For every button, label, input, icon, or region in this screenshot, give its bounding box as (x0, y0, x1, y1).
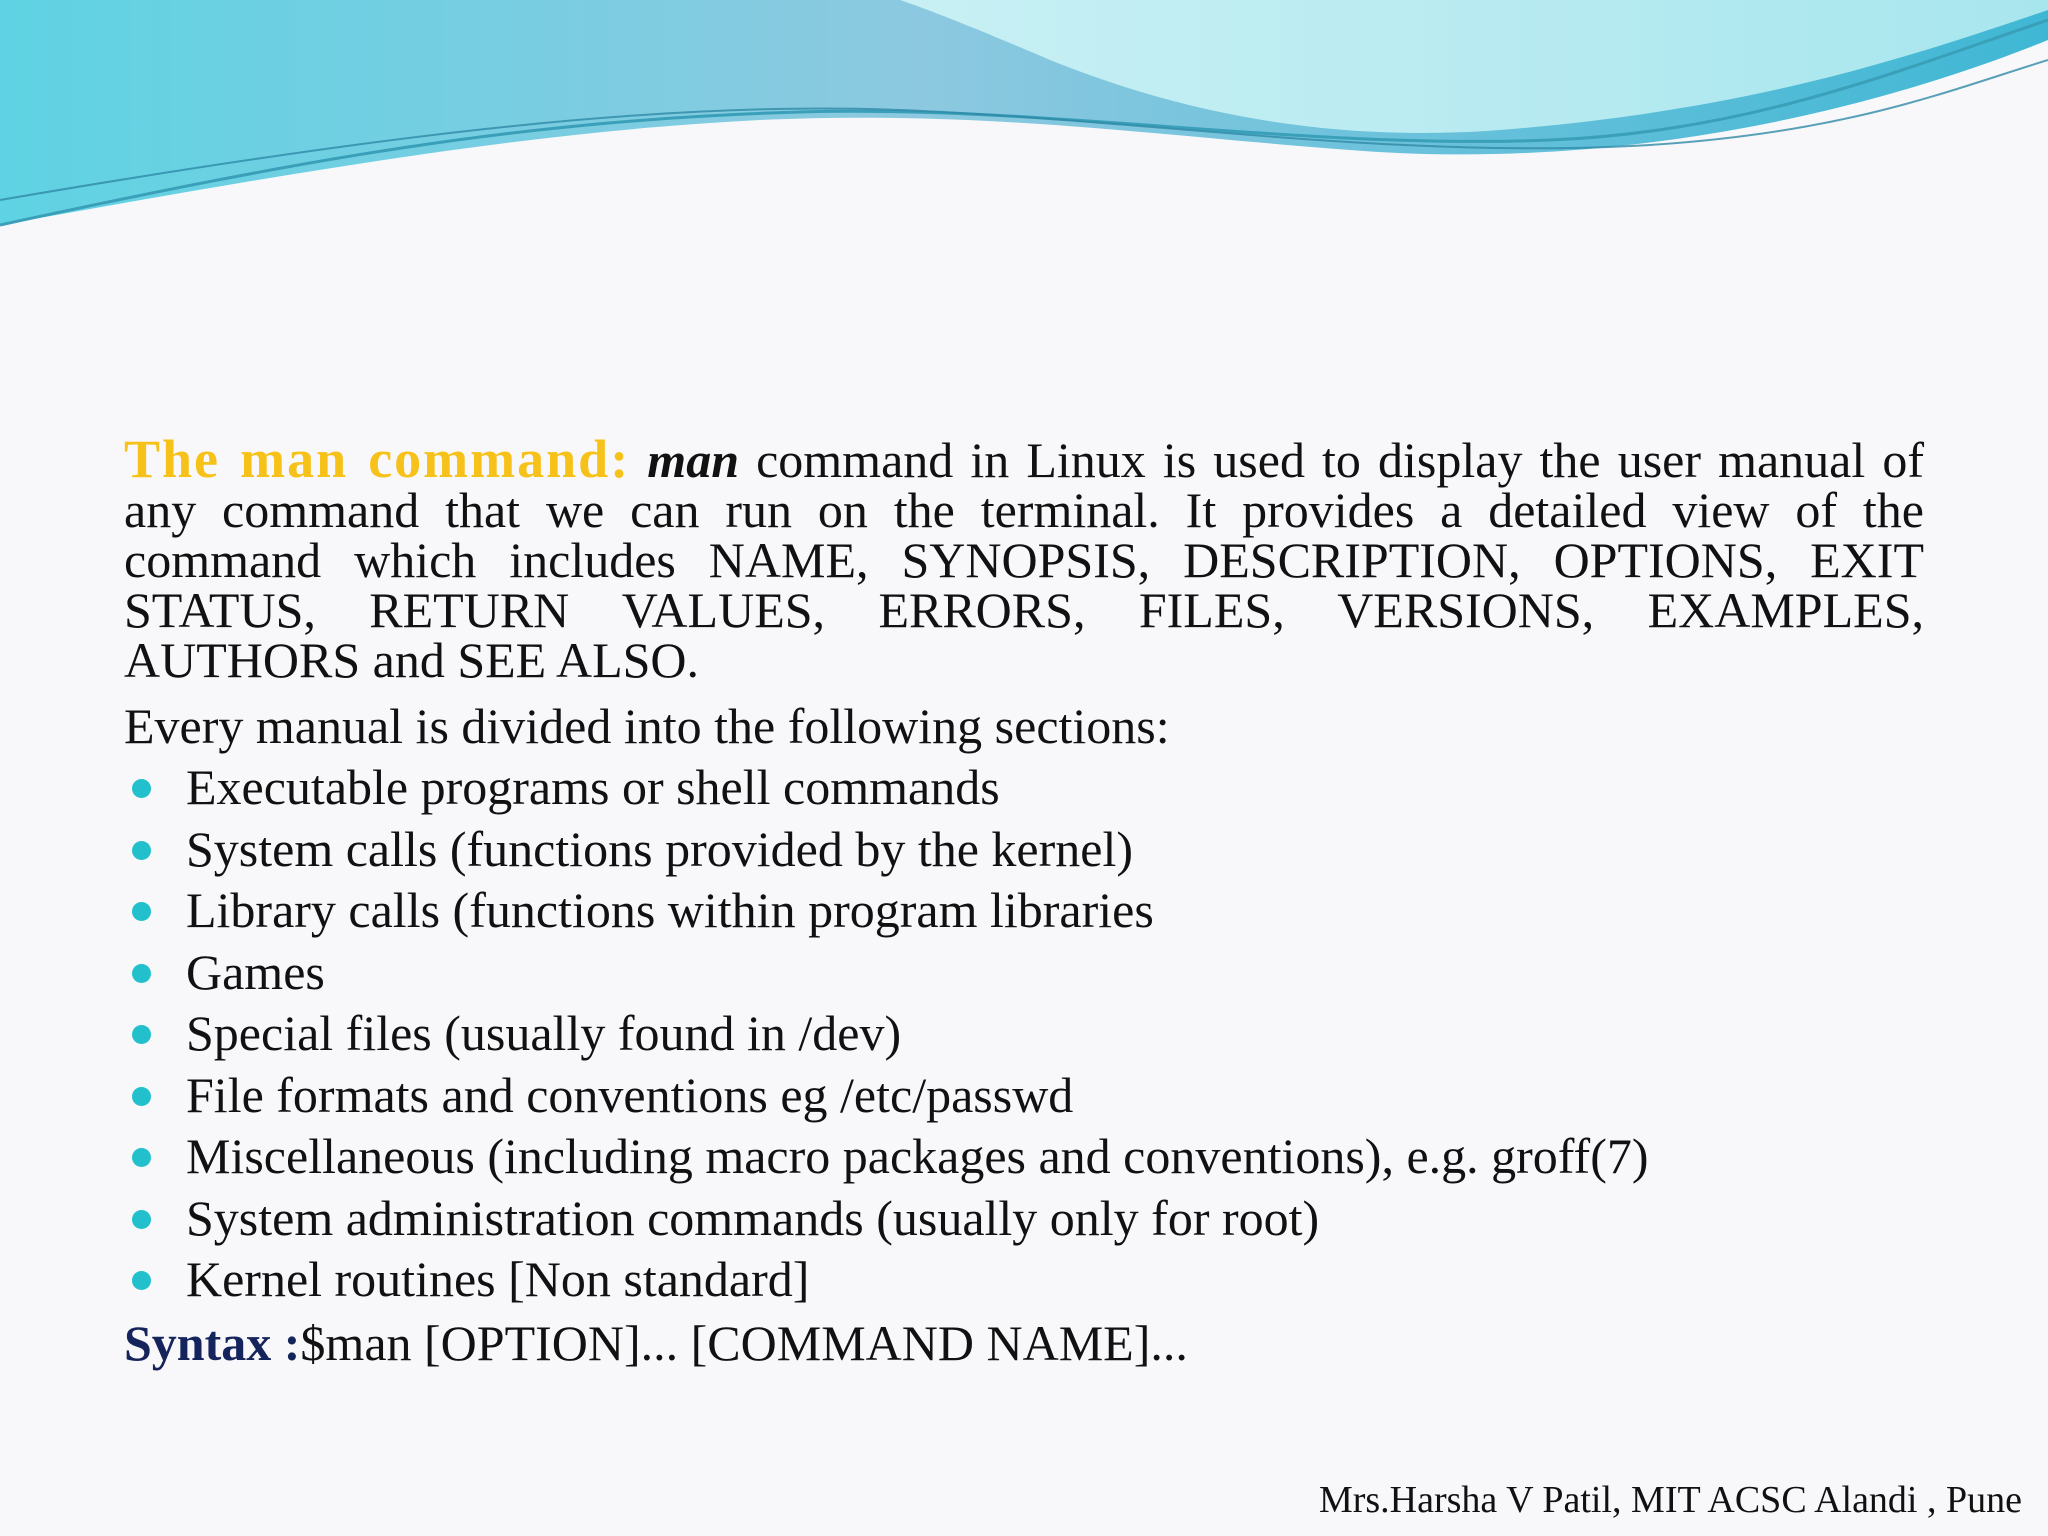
bullet-icon (132, 1210, 151, 1229)
list-item: Executable programs or shell commands (124, 757, 1924, 819)
syntax-label: Syntax : (124, 1314, 301, 1371)
list-item: Kernel routines [Non standard] (124, 1249, 1924, 1311)
sections-heading: Every manual is divided into the following sections: (124, 698, 1170, 754)
bullet-icon (132, 779, 151, 798)
list-item: Library calls (functions within program libraries (124, 880, 1924, 942)
bullet-icon (132, 841, 151, 860)
syntax-line (124, 1311, 1924, 1375)
list-item: System administration commands (usually only for root) (124, 1188, 1924, 1250)
intro-text: command in Linux is used to display the user manual of any command that we can run on the terminal. It provides a detailed view of the command which includes NAME, SYNOPSIS, DESCRIPTION, OPTIONS, EXIT STATUS, RETURN VALUES, ERRORS, FILES, VERSIONS, EXAMPLES, AUTHORS and SEE ALSO. (124, 432, 1925, 688)
bullet-icon (132, 1087, 151, 1106)
bullet-icon (132, 1025, 151, 1044)
bullet-icon (132, 1271, 151, 1290)
list-item: Special files (usually found in /dev) (124, 1003, 1924, 1065)
list-item: Miscellaneous (including macro packages and conventions), e.g. groff(7) (124, 1126, 1924, 1188)
list-item: System calls (functions provided by the kernel) (124, 819, 1924, 881)
header-wave-decoration (0, 0, 2048, 250)
footer-credit: Mrs.Harsha V Patil, MIT ACSC Alandi , Pune (1318, 1479, 2022, 1521)
command-name: man (647, 432, 739, 488)
slide-content (124, 429, 1925, 1375)
list-item: Games (124, 942, 1924, 1004)
syntax-text: $man [OPTION]... [COMMAND NAME]... (300, 1314, 1188, 1371)
bullet-icon (132, 1148, 151, 1167)
list-item: File formats and conventions eg /etc/passwd (124, 1065, 1924, 1127)
sections-list (124, 757, 1924, 1311)
slide-title: The man command: (124, 429, 631, 489)
bullet-icon (132, 964, 151, 983)
intro-paragraph (124, 429, 1925, 688)
bullet-icon (132, 902, 151, 921)
